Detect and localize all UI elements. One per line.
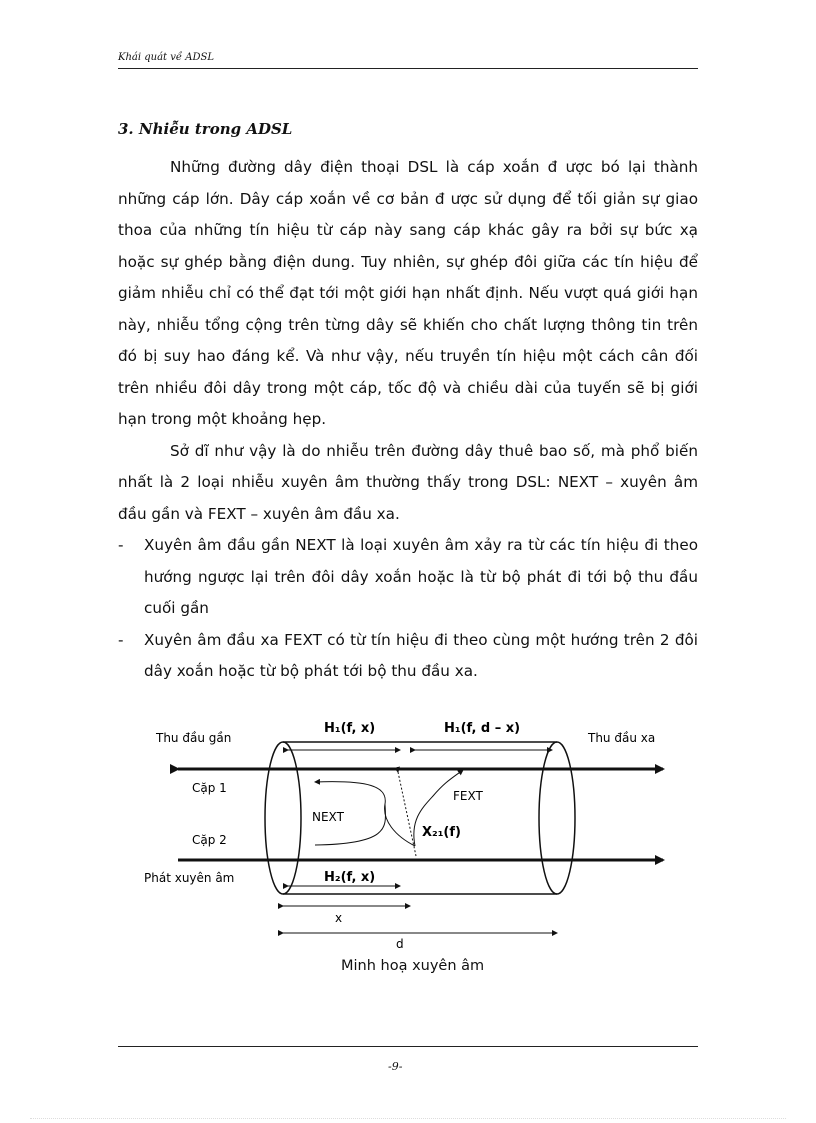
x21-label: X₂₁(f) xyxy=(422,825,461,840)
coupling-dashed-line xyxy=(398,772,416,856)
page-bottom-border xyxy=(30,1118,786,1119)
cable-far-end xyxy=(539,742,575,894)
bullet-dash: - xyxy=(118,536,124,554)
figure-caption: Minh hoạ xuyên âm xyxy=(341,958,485,974)
bullet-text: Xuyên âm đầu gần NEXT là loại xuyên âm xảy ra từ các tín hiệu đi theo hướng ngược lại trên đôi dây xoắn hoặc là từ bộ phát đi tới bộ thu đầu cuối gần xyxy=(144,536,698,617)
x-label: x xyxy=(335,911,343,925)
near-end-rx-label: Thu đầu gần xyxy=(156,731,232,745)
fext-label: FEXT xyxy=(453,789,483,803)
bullet-dash: - xyxy=(118,630,124,649)
crosstalk-diagram xyxy=(130,708,690,958)
paragraph-2: Sở dĩ như vậy là do nhiễu trên đường dây thuê bao số, mà phổ biến nhất là 2 loại nhiễu xuyên âm thường thấy trong DSL: NEXT – xuyên âm đầu gần và FEXT – xuyên âm đầu xa. xyxy=(118,441,698,523)
bullet-item-next xyxy=(118,530,698,625)
near-tx-label: Phát xuyên âm xyxy=(144,871,235,885)
section-title: 3. Nhiễu trong ADSL xyxy=(118,120,293,138)
pair-2-label: Cặp 2 xyxy=(192,833,227,847)
page-number: -9- xyxy=(388,1060,403,1073)
paragraph-1: Những đường dây điện thoại DSL là cáp xoắn đ ược bó lại thành những cáp lớn. Dây cáp xoắn về cơ bản đ ược sử dụng để tối giản sự giao thoa của những tín hiệu từ cáp này sang cáp khác gây ra bởi sự bức xạ hoặc sự ghép bằng điện dung. Tuy nhiên, sự ghép đôi giữa các tín hiệu để giảm nhiễu chỉ có thể đạt tới một giới hạn nhất định. Nếu vượt quá giới hạn này, nhiễu tổng cộng trên từng dây sẽ khiến cho chất lượng thông tin trên đó bị suy hao đáng kể. Và như vậy, nếu truyền tín hiệu một cách cân đối trên nhiều đôi dây trong một cáp, tốc độ và chiều dài của tuyến sẽ bị giới hạn trong một khoảng hẹp. xyxy=(118,158,698,428)
next-label: NEXT xyxy=(312,810,344,824)
h1-fdx-label: H₁(f, d – x) xyxy=(444,721,521,736)
h1-fx-label: H₁(f, x) xyxy=(324,721,376,736)
cable-near-end xyxy=(265,742,301,894)
d-label: d xyxy=(396,937,404,951)
body-text xyxy=(118,152,698,688)
far-end-rx-label: Thu đầu xa xyxy=(588,731,656,745)
running-header: Khái quát về ADSL xyxy=(118,52,214,63)
footer-rule xyxy=(118,1046,698,1047)
bullet-item-fext xyxy=(118,625,698,688)
pair-1-label: Cặp 1 xyxy=(192,781,227,795)
h2-fx-label: H₂(f, x) xyxy=(324,870,376,885)
header-rule xyxy=(118,68,698,69)
bullet-text: Xuyên âm đầu xa FEXT có từ tín hiệu đi theo cùng một hướng trên 2 đôi dây xoắn hoặc từ bộ phát tới bộ thu đầu xa. xyxy=(144,630,698,680)
